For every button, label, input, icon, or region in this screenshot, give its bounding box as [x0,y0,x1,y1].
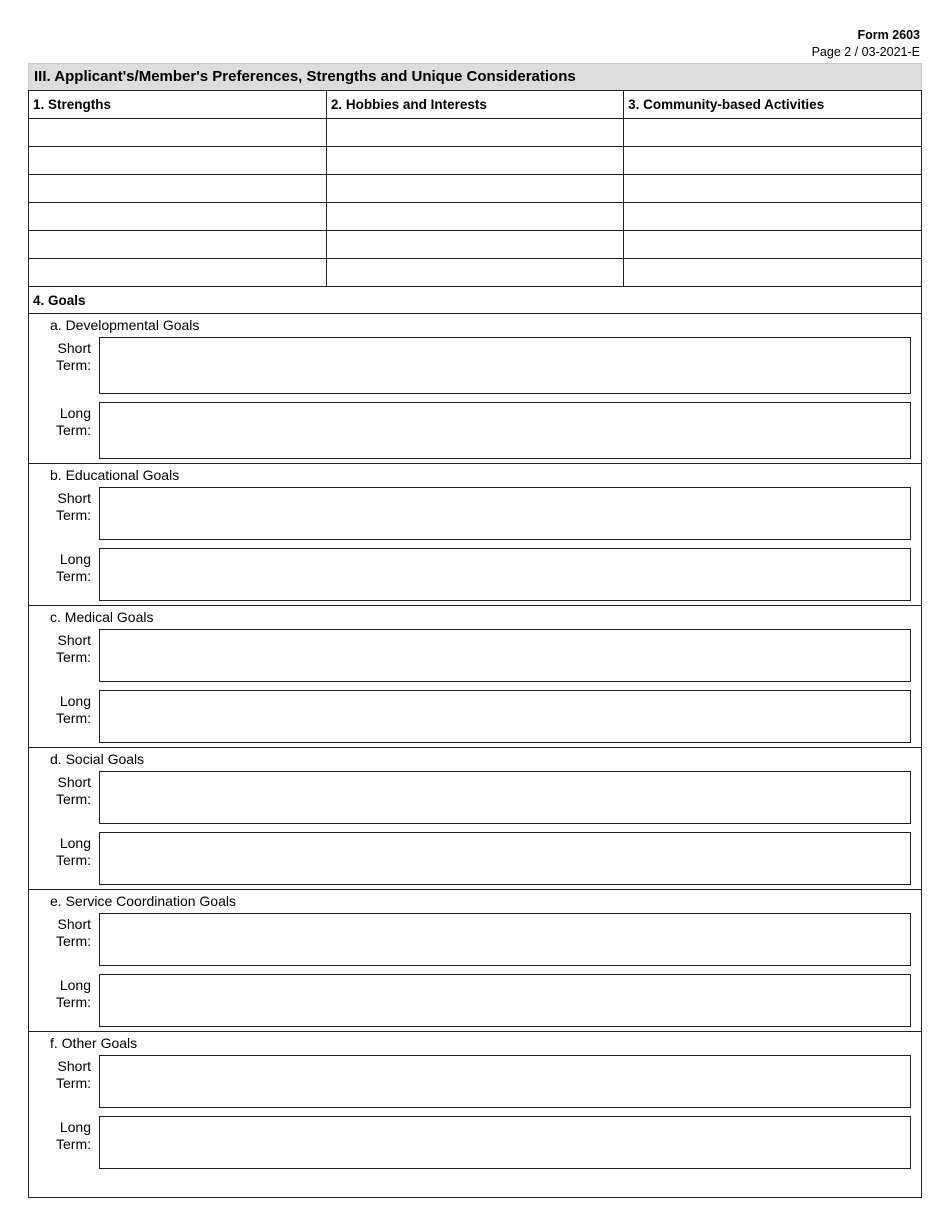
long-term-input[interactable] [99,832,911,885]
long-term-label-line: Term: [56,710,91,726]
table-header-row [29,91,921,119]
short-term-label [29,913,99,950]
hobbies-cell[interactable] [326,175,623,203]
hobbies-cell[interactable] [326,259,623,287]
table-row [29,203,921,231]
short-term-input[interactable] [99,771,911,824]
long-term-input[interactable] [99,690,911,743]
short-term-row [29,1055,921,1108]
long-term-row [29,690,921,743]
long-term-input[interactable] [99,974,911,1027]
hobbies-cell[interactable] [326,203,623,231]
page-info: Page 2 / 03-2021-E [811,45,920,59]
long-term-row [29,1116,921,1169]
community-activities-cell[interactable] [624,203,921,231]
long-term-label-line: Long [59,977,91,993]
short-term-label-line: Term: [56,649,91,665]
form-frame [28,90,922,1198]
short-term-label-line: Short [57,1058,91,1074]
long-term-label-line: Term: [56,1136,91,1152]
community-activities-cell[interactable] [624,175,921,203]
hobbies-cell[interactable] [326,119,623,147]
table-row [29,175,921,203]
short-term-label-line: Term: [56,357,91,373]
short-term-label [29,1055,99,1092]
goal-group [29,890,921,1032]
short-term-label-line: Short [57,774,91,790]
goals-container [29,314,921,1173]
goal-group-label: e. Service Coordination Goals [50,893,236,909]
table-row [29,147,921,175]
short-term-label [29,337,99,374]
short-term-label [29,629,99,666]
long-term-label-line: Term: [56,994,91,1010]
strengths-cell[interactable] [29,119,326,147]
goal-group [29,464,921,606]
short-term-label-line: Short [57,340,91,356]
preferences-table [29,91,921,287]
long-term-row [29,548,921,601]
strengths-cell[interactable] [29,259,326,287]
short-term-label-line: Term: [56,933,91,949]
long-term-label-line: Long [59,693,91,709]
short-term-label [29,771,99,808]
short-term-row [29,913,921,966]
goal-group-label: c. Medical Goals [50,609,154,625]
long-term-label-line: Long [59,551,91,567]
short-term-label-line: Short [57,632,91,648]
strengths-cell[interactable] [29,175,326,203]
goal-group [29,606,921,748]
long-term-label-line: Long [59,405,91,421]
short-term-label-line: Short [57,916,91,932]
short-term-row [29,337,921,394]
long-term-row [29,974,921,1027]
short-term-label-line: Term: [56,791,91,807]
goal-group [29,1032,921,1173]
strengths-cell[interactable] [29,203,326,231]
preferences-body [29,119,921,287]
goal-group-label: f. Other Goals [50,1035,138,1051]
table-row [29,259,921,287]
hobbies-cell[interactable] [326,147,623,175]
short-term-input[interactable] [99,1055,911,1108]
short-term-label-line: Term: [56,1075,91,1091]
long-term-label [29,402,99,439]
short-term-row [29,487,921,540]
community-activities-header: 3. Community-based Activities [624,91,921,119]
long-term-label-line: Term: [56,852,91,868]
long-term-label-line: Long [59,835,91,851]
short-term-row [29,629,921,682]
community-activities-cell[interactable] [624,259,921,287]
hobbies-cell[interactable] [326,231,623,259]
table-row [29,119,921,147]
long-term-label-line: Long [59,1119,91,1135]
goal-group-label: b. Educational Goals [50,467,180,483]
form-number: Form 2603 [857,28,920,42]
section-title: III. Applicant's/Member's Preferences, Strengths and Unique Considerations [28,63,922,91]
long-term-label [29,832,99,869]
short-term-row [29,771,921,824]
community-activities-cell[interactable] [624,147,921,175]
short-term-label-line: Term: [56,507,91,523]
short-term-label [29,487,99,524]
short-term-label-line: Short [57,490,91,506]
goal-group [29,748,921,890]
strengths-header: 1. Strengths [29,91,326,119]
short-term-input[interactable] [99,337,911,394]
goal-group-label: d. Social Goals [50,751,145,767]
strengths-cell[interactable] [29,147,326,175]
long-term-input[interactable] [99,1116,911,1169]
long-term-label-line: Term: [56,422,91,438]
long-term-label-line: Term: [56,568,91,584]
hobbies-header: 2. Hobbies and Interests [326,91,623,119]
strengths-cell[interactable] [29,231,326,259]
short-term-input[interactable] [99,629,911,682]
long-term-input[interactable] [99,402,911,459]
long-term-label [29,548,99,585]
short-term-input[interactable] [99,487,911,540]
long-term-row [29,402,921,459]
short-term-input[interactable] [99,913,911,966]
goals-title: 4. Goals [29,287,921,314]
community-activities-cell[interactable] [624,119,921,147]
long-term-input[interactable] [99,548,911,601]
goal-group-label: a. Developmental Goals [50,317,200,333]
long-term-label [29,1116,99,1153]
long-term-label [29,690,99,727]
table-row [29,231,921,259]
community-activities-cell[interactable] [624,231,921,259]
long-term-row [29,832,921,885]
goal-group [29,314,921,464]
long-term-label [29,974,99,1011]
form-header [812,27,920,61]
